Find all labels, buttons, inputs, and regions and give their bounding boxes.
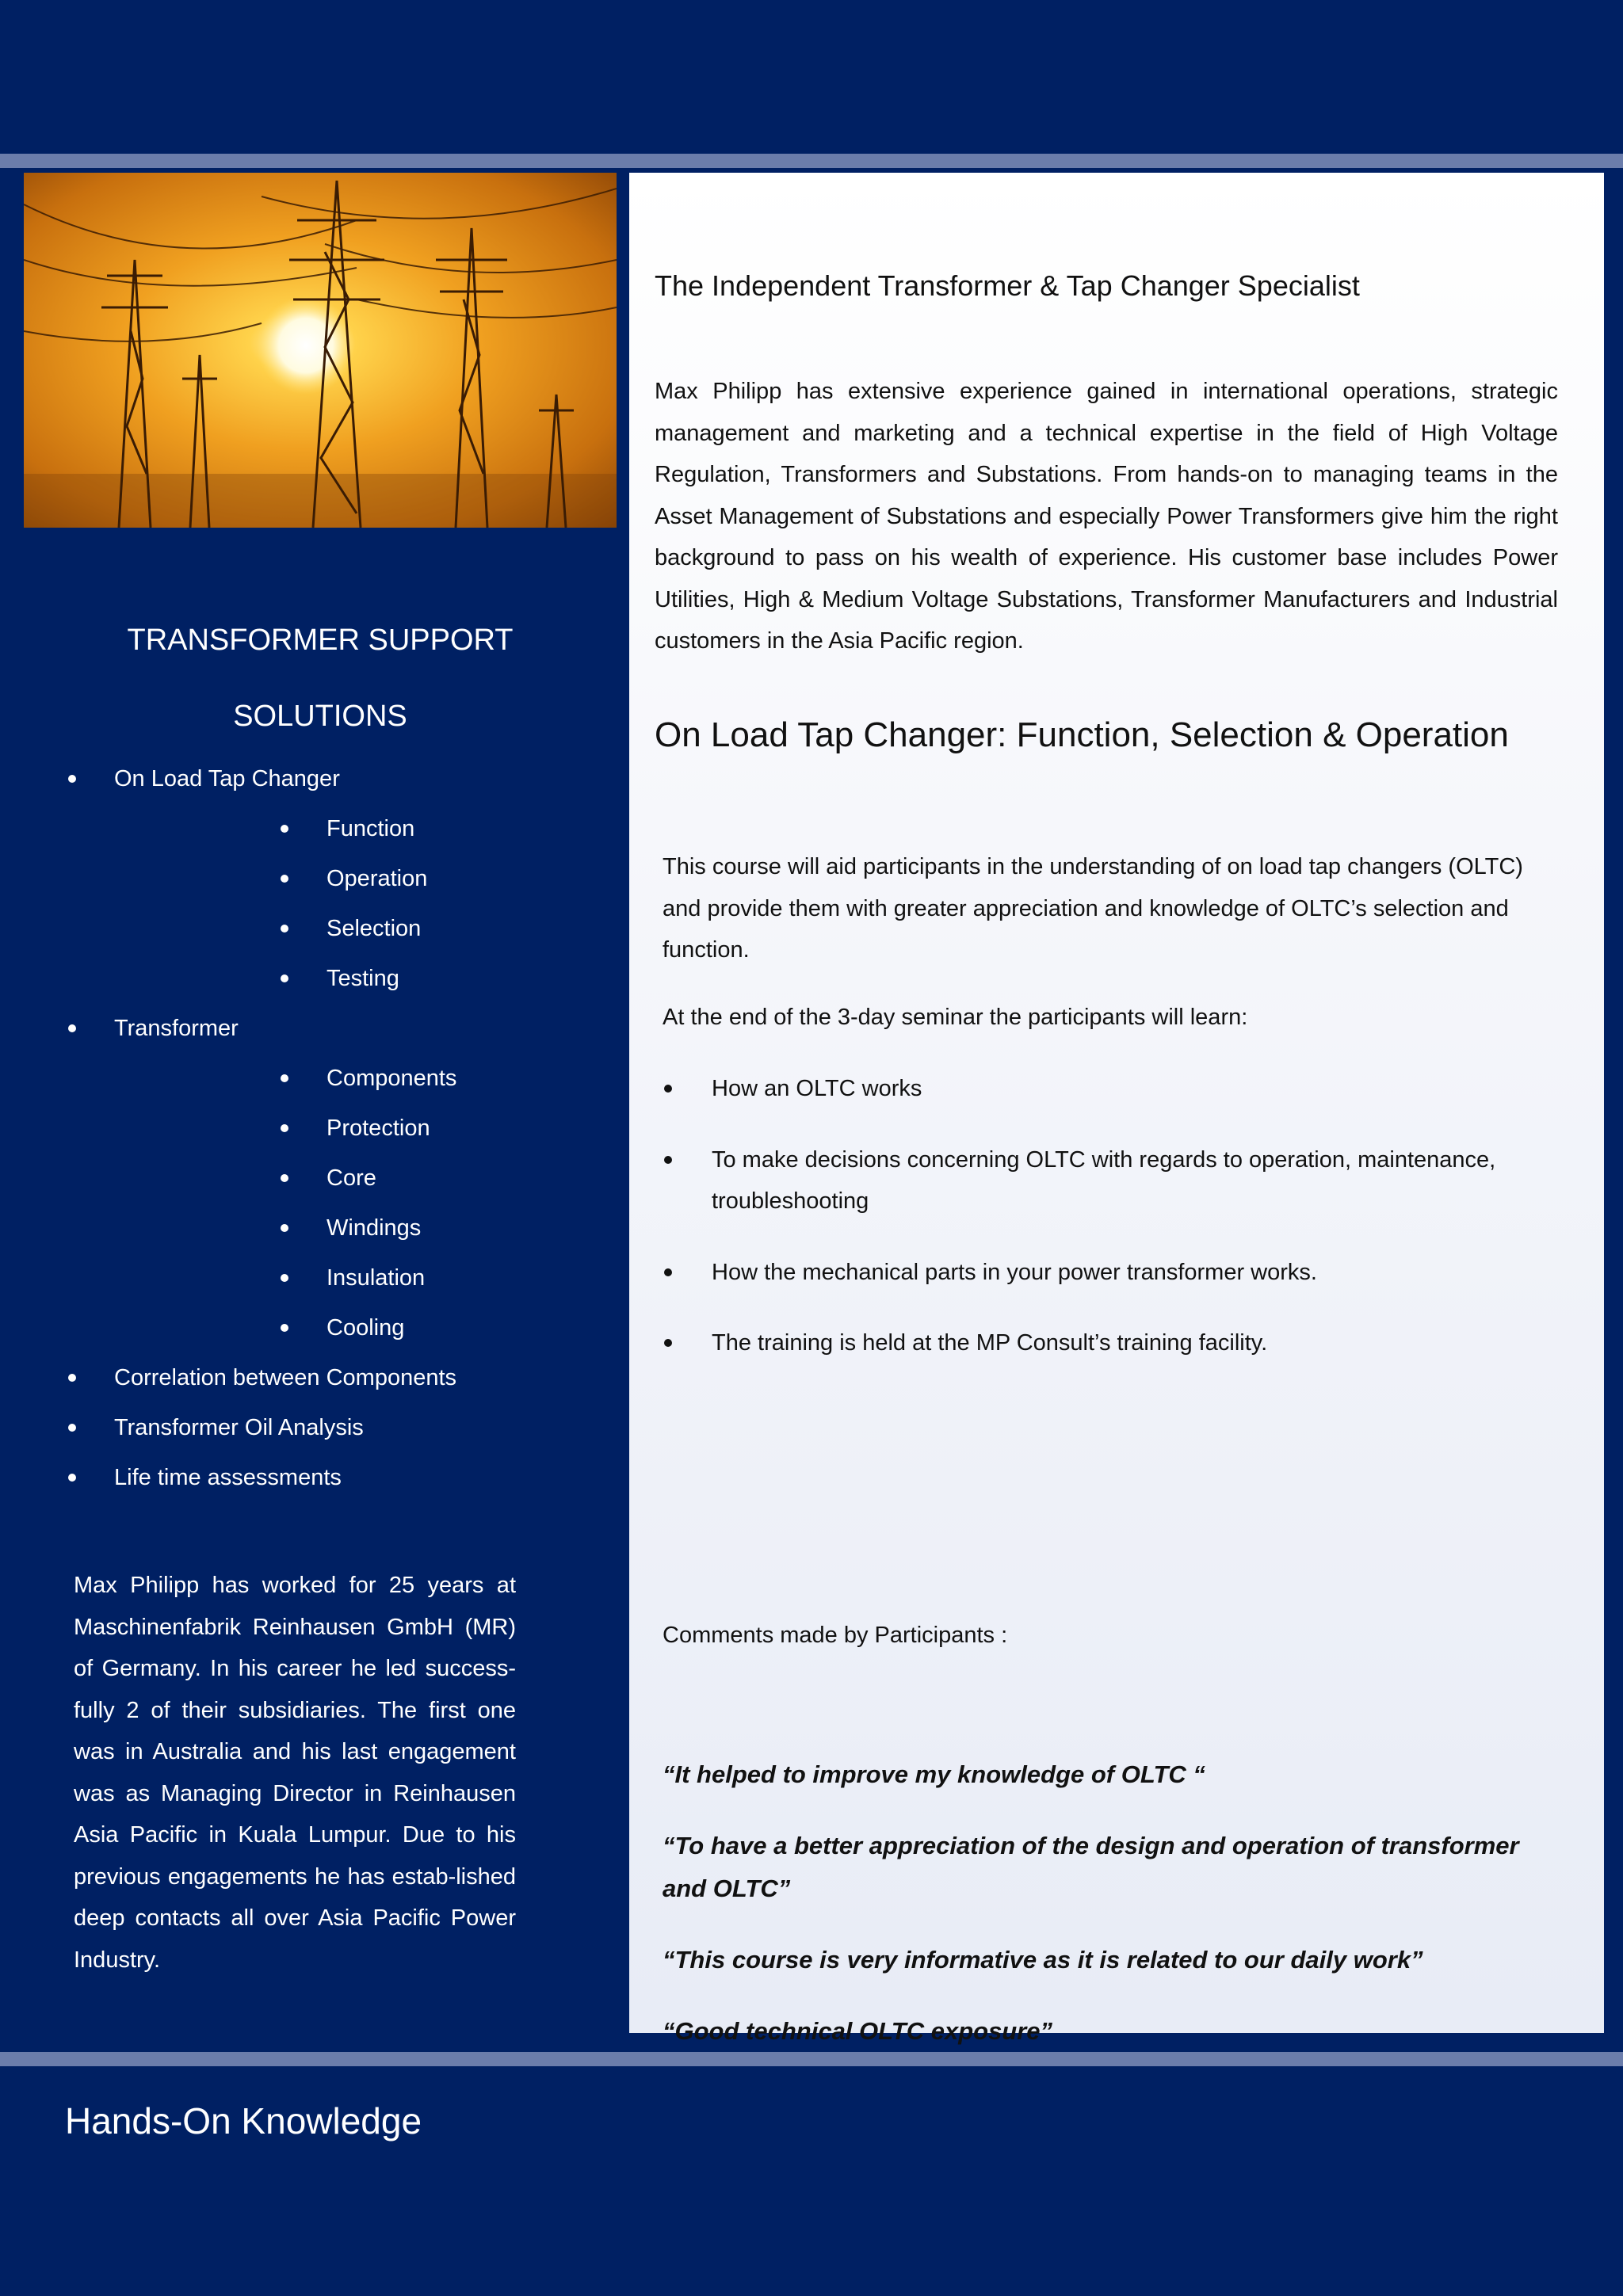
topic-item: Correlation between Components (0, 1353, 634, 1403)
learning-outcome-item: How an OLTC works (663, 1068, 1558, 1110)
learning-outcome-item: To make decisions concerning OLTC with regards to operation, maintenance, troubleshooting (663, 1139, 1558, 1222)
subtopic-item: Cooling (114, 1303, 634, 1353)
participant-quotes (663, 1753, 1558, 2081)
topic-item: On Load Tap Changer Function Operation Selection Testing (0, 754, 634, 1004)
topic-item: Life time assessments (0, 1453, 634, 1503)
participant-quote: “This course is very informative as it is related to our daily work” (663, 1946, 1423, 1974)
footer-tagline: Hands-On Knowledge (65, 2100, 422, 2142)
page-headline: The Independent Transformer & Tap Changer Specialist (655, 269, 1360, 302)
learning-outcome-item: The training is held at the MP Consult’s training facility. (663, 1322, 1558, 1364)
participant-quote: “To have a better appreciation of the design and operation of transformer and OLTC” (663, 1832, 1519, 1902)
top-divider-band (0, 154, 1623, 168)
subtopic-item: Core (114, 1154, 634, 1203)
topic-item: Transformer Oil Analysis (0, 1403, 634, 1453)
subtopic-list (114, 1054, 634, 1353)
subtopic-item: Operation (114, 854, 634, 904)
topic-item: Transformer Components Protection Core Windings Insulation Cooling (0, 1004, 634, 1353)
subtopic-item: Components (114, 1054, 634, 1104)
subtopic-list (114, 804, 634, 1004)
learning-intro: At the end of the 3-day seminar the participants will learn: (663, 1005, 1248, 1030)
services-sidebar (0, 602, 634, 1503)
subtopic-item: Testing (114, 954, 634, 1004)
learning-outcomes-list (663, 1068, 1558, 1394)
subtopic-item: Function (114, 804, 634, 854)
course-description: This course will aid participants in the understanding of on load tap changers (OLTC) and provide them with greater appreciation and knowledge of OLTC’s selection and function. (663, 854, 1523, 963)
comments-heading: Comments made by Participants : (663, 1623, 1008, 1648)
subtopic-item: Insulation (114, 1253, 634, 1303)
participant-quote: “It helped to improve my knowledge of OLTC “ (663, 1760, 1205, 1788)
services-title: TRANSFORMER SUPPORT SOLUTIONS (127, 624, 514, 733)
subtopic-item: Protection (114, 1104, 634, 1154)
participant-quote: “Good technical OLTC exposure” (663, 2017, 1053, 2045)
power-lines-photo (24, 173, 617, 528)
bio-paragraph: Max Philipp has worked for 25 years at Maschinenfabrik Reinhausen GmbH (MR) of Germany. In his career he led success-fully 2 of their subsidiaries. The first one was in Australia and his last engagement was as Managing Director in Reinhausen Asia Pacific in Kuala Lumpur. Due to his previous engagements he has estab-lished deep contacts all over Asia Pacific Power Industry. (74, 1573, 516, 1973)
bottom-divider-band (0, 2052, 1623, 2066)
main-content-panel (629, 173, 1604, 2045)
learning-outcome-item: How the mechanical parts in your power transformer works. (663, 1252, 1558, 1294)
course-title: On Load Tap Changer: Function, Selection & Operation (655, 715, 1509, 754)
subtopic-item: Selection (114, 904, 634, 954)
topic-list (0, 754, 634, 1503)
subtopic-item: Windings (114, 1203, 634, 1253)
intro-paragraph: Max Philipp has extensive experience gained in international operations, strategic management and marketing and a technical expertise in the field of High Voltage Regulation, Transformers and Substations. From hands-on to managing teams in the Asset Management of Substations and especially Power Transformers give him the right background to pass on his wealth of experience. His customer base includes Power Utilities, High & Medium Voltage Substations, Transformer Manufacturers and Industrial customers in the Asia Pacific region. (655, 379, 1558, 654)
